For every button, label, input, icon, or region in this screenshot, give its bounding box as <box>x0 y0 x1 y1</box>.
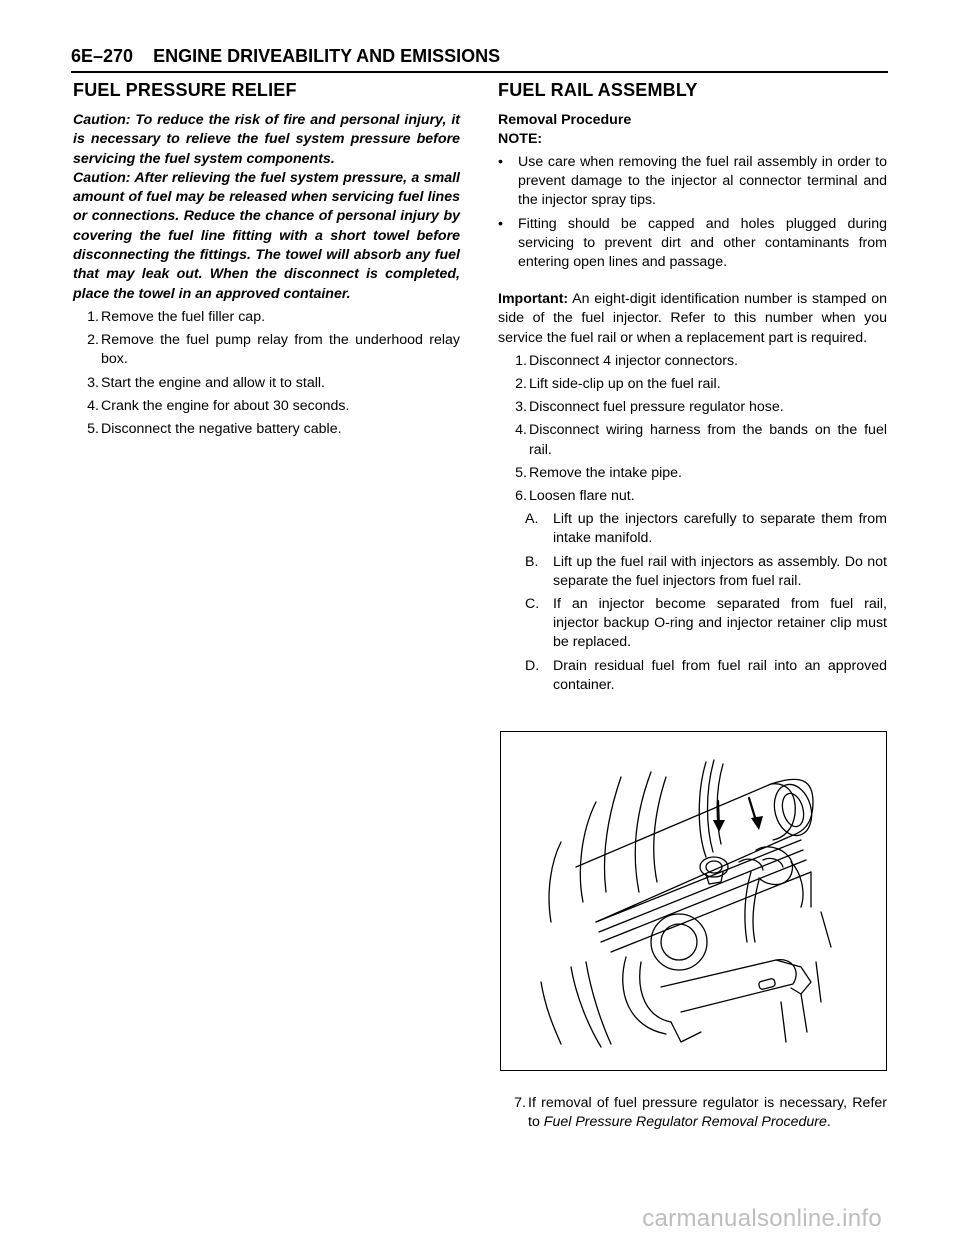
list-item: • Fitting should be capped and holes plugged during servicing to prevent dirt and other contaminants from entering open lines and passage. <box>498 215 887 271</box>
removal-steps <box>501 352 887 506</box>
list-item: 3. Start the engine and allow it to stall. <box>87 374 325 391</box>
list-item: 2. Remove the fuel pump relay from the underhood relay box. <box>87 332 460 368</box>
important-label: Important: <box>498 291 569 308</box>
note-label: NOTE: <box>498 131 543 147</box>
page-header <box>71 44 888 74</box>
list-item: C. If an injector become separated from fuel rail, injector backup O-ring and injector retainer clip must be replaced. <box>525 596 887 651</box>
step-7-end: . <box>826 1114 831 1131</box>
list-item: D. Drain residual fuel from fuel rail into an approved container. <box>525 657 887 693</box>
left-column <box>73 80 460 439</box>
relief-steps <box>73 308 460 439</box>
note-list <box>498 153 887 272</box>
important-text: An eight-digit identification number is stamped on side of the fuel injector. Refer to this number when you service the fuel rail or when a replacement part is required. <box>498 291 887 346</box>
step-7-reference: Fuel Pressure Regulator Removal Procedure <box>543 1114 827 1131</box>
list-item: 3. Disconnect fuel pressure regulator hose. <box>515 399 784 416</box>
list-item: 7. If removal of fuel pressure regulator is necessary, Refer to Fuel Pressure Regulator Removal Procedure. <box>514 1095 887 1131</box>
list-item: 1. Remove the fuel filler cap. <box>87 308 266 325</box>
list-item: B. Lift up the fuel rail with injectors as assembly. Do not separate the fuel injectors from fuel rail. <box>525 553 887 589</box>
list-item: A. Lift up the injectors carefully to separate them from intake manifold. <box>525 511 887 547</box>
removal-procedure-label: Removal Procedure <box>498 112 632 128</box>
section-heading-fuel-pressure-relief: FUEL PRESSURE RELIEF <box>73 80 297 100</box>
header-title: 6E–270 ENGINE DRIVEABILITY AND EMISSIONS <box>71 46 501 66</box>
step-7-container <box>500 1094 887 1132</box>
list-item: 4. Crank the engine for about 30 seconds. <box>87 397 350 414</box>
header-rule <box>71 71 888 73</box>
caution-2: Caution: After relieving the fuel system pressure, a small amount of fuel may be released when servicing fuel lines or connections. Reduce the chance of personal injury by covering the fuel line fitting with a short towel before disconnecting the fittings. The towel will absorb any fuel that may leak out. When the disconnect is completed, place the towel in an approved container. <box>73 169 460 302</box>
section-heading-fuel-rail-assembly: FUEL RAIL ASSEMBLY <box>498 80 698 100</box>
list-item: 6. Loosen flare nut. <box>515 488 635 505</box>
right-column <box>498 80 887 695</box>
list-item: 5. Disconnect the negative battery cable. <box>87 420 342 437</box>
list-item: 5. Remove the intake pipe. <box>515 464 683 481</box>
important-paragraph <box>498 290 887 348</box>
fuel-rail-illustration <box>500 731 887 1071</box>
list-item: 2. Lift side-clip up on the fuel rail. <box>515 376 721 393</box>
list-item: • Use care when removing the fuel rail assembly in order to prevent damage to the injector al connector terminal and the injector spray tips. <box>498 154 887 209</box>
step-7-text: If removal of fuel pressure regulator is necessary, Refer to <box>528 1095 887 1131</box>
list-item: 4. Disconnect wiring harness from the bands on the fuel rail. <box>515 422 887 458</box>
list-item: 1. Disconnect 4 injector connectors. <box>515 352 738 369</box>
caution-1: Caution: To reduce the risk of fire and personal injury, it is necessary to relieve the fuel system pressure before servicing the fuel system components. <box>73 112 460 167</box>
watermark: carmanualsonline.info <box>642 1205 882 1232</box>
removal-substeps <box>498 510 887 695</box>
